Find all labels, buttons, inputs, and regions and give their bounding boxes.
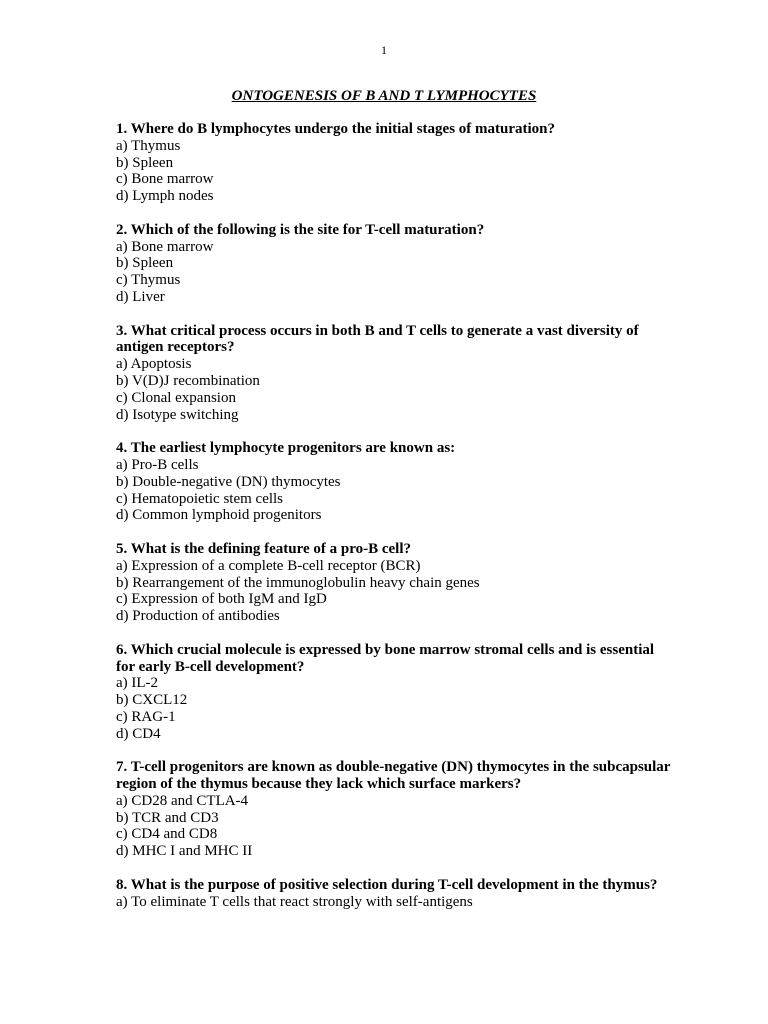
question-4 [116, 440, 676, 524]
question-stem: 8. What is the purpose of positive selection during T-cell development in the thymus? [116, 876, 658, 893]
answer-option: c) Hematopoietic stem cells [116, 490, 284, 507]
question-stem: 3. What critical process occurs in both B and T cells to generate a vast diversity of antigen receptors? [116, 322, 639, 356]
question-list [116, 121, 676, 927]
answer-option: c) CD4 and CD8 [116, 826, 218, 843]
question-8 [116, 877, 676, 911]
question-stem: 1. Where do B lymphocytes undergo the initial stages of maturation? [116, 121, 556, 137]
answer-option: c) Expression of both IgM and IgD [116, 591, 327, 608]
question-stem: 6. Which crucial molecule is expressed by bone marrow stromal cells and is essential for early B-cell development? [116, 641, 655, 675]
answer-option: c) Clonal expansion [116, 389, 236, 406]
question-1 [116, 121, 676, 205]
question-stem: 5. What is the defining feature of a pro-B cell? [116, 540, 411, 557]
answer-option: d) CD4 [116, 725, 161, 742]
answer-option: b) Rearrangement of the immunoglobulin heavy chain genes [116, 574, 480, 591]
question-stem: 4. The earliest lymphocyte progenitors are known as: [116, 440, 456, 457]
answer-option: b) Double-negative (DN) thymocytes [116, 473, 341, 490]
answer-option: c) Thymus [116, 272, 181, 289]
answer-option: b) Spleen [116, 255, 174, 272]
answer-option: c) Bone marrow [116, 171, 214, 188]
answer-option: a) CD28 and CTLA-4 [116, 792, 249, 809]
question-3 [116, 323, 676, 424]
answer-option: a) Expression of a complete B-cell receptor (BCR) [116, 557, 421, 574]
answer-option: d) Common lymphoid progenitors [116, 507, 322, 524]
answer-option: d) Isotype switching [116, 406, 239, 423]
answer-option: a) IL-2 [116, 675, 159, 692]
answer-option: b) TCR and CD3 [116, 809, 219, 826]
answer-option: d) Liver [116, 288, 165, 305]
answer-option: d) MHC I and MHC II [116, 843, 253, 860]
question-2 [116, 222, 676, 306]
answer-option: a) Apoptosis [116, 356, 192, 373]
answer-option: b) CXCL12 [116, 692, 188, 709]
answer-option: d) Production of antibodies [116, 608, 280, 625]
question-7 [116, 759, 676, 860]
question-5 [116, 541, 676, 625]
question-6 [116, 642, 676, 743]
answer-option: a) To eliminate T cells that react strongly with self-antigens [116, 893, 473, 910]
page-number: 1 [381, 43, 387, 57]
question-stem: 2. Which of the following is the site for T-cell maturation? [116, 221, 485, 238]
answer-option: a) Pro-B cells [116, 456, 199, 473]
answer-option: c) RAG-1 [116, 708, 176, 725]
document-title: ONTOGENESIS OF B AND T LYMPHOCYTES [231, 88, 537, 104]
question-stem: 7. T-cell progenitors are known as double-negative (DN) thymocytes in the subcapsular region of the thymus because they lack which surface markers? [116, 759, 671, 793]
answer-option: b) V(D)J recombination [116, 372, 260, 389]
answer-option: d) Lymph nodes [116, 188, 214, 205]
answer-option: b) Spleen [116, 154, 174, 171]
answer-option: a) Bone marrow [116, 238, 214, 255]
answer-option: a) Thymus [116, 137, 181, 154]
